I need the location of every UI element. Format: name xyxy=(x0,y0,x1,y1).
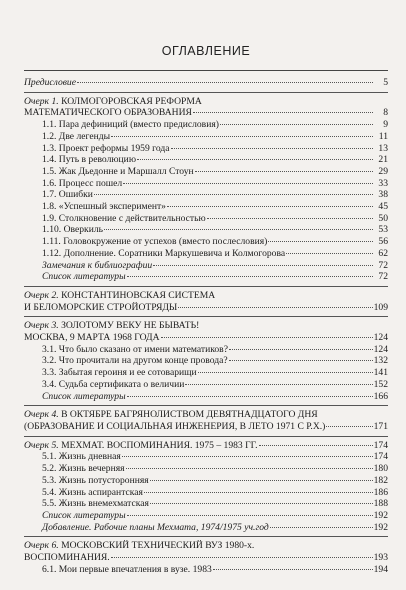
section-title-cont: ВОСПОМИНАНИЯ. xyxy=(24,552,110,564)
leader-dots xyxy=(144,492,373,493)
toc-item[interactable] xyxy=(24,355,388,367)
toc-item-page: 13 xyxy=(378,142,388,154)
leader-dots xyxy=(127,396,373,397)
toc-item-label: 3.4. Судьба сертификата о величии xyxy=(42,378,185,390)
section-heading-line[interactable] xyxy=(24,332,388,344)
toc-item-label: 1.2. Две легенды xyxy=(42,130,111,142)
toc-item-label: 6.1. Мои первые впечатления в вузе. 1983 xyxy=(42,563,212,575)
toc-item-page: 62 xyxy=(378,247,388,259)
toc-item[interactable] xyxy=(24,189,388,201)
section-prefix: Очерк 1. xyxy=(24,95,59,107)
leader-dots xyxy=(178,307,372,308)
leader-dots xyxy=(126,468,373,469)
section-title: КОЛМОГОРОВСКАЯ РЕФОРМА xyxy=(61,95,202,107)
toc-item[interactable] xyxy=(24,451,388,463)
toc-item-page: 174 xyxy=(373,451,388,463)
toc-extra-label: Список литературы xyxy=(42,390,126,402)
toc-item-page: 141 xyxy=(373,367,388,379)
section-page: 109 xyxy=(373,301,388,313)
section-title-cont: И БЕЛОМОРСКИЕ СТРОЙОТРЯДЫ xyxy=(24,301,178,313)
toc-sections xyxy=(24,96,388,576)
toc-row-preface[interactable] xyxy=(24,77,388,89)
toc-item-label: 1.10. Оверкиль xyxy=(42,224,104,236)
section-title: ЗОЛОТОМУ ВЕКУ НЕ БЫВАТЬ! xyxy=(61,320,200,332)
toc-item-page: 45 xyxy=(378,201,388,213)
toc-item-page: 182 xyxy=(373,474,388,486)
section-prefix: Очерк 6. xyxy=(24,540,59,552)
toc-item[interactable] xyxy=(24,463,388,475)
leader-dots xyxy=(185,384,372,385)
toc-item-label: 1.6. Процесс пошел xyxy=(42,177,123,189)
toc-extra-page: 192 xyxy=(373,509,388,521)
toc-section xyxy=(24,290,388,313)
toc-item-label: 1.12. Дополнение. Соратники Маркушевича и Колмогорова xyxy=(42,247,286,259)
leader-dots xyxy=(127,276,373,277)
section-heading-line[interactable] xyxy=(24,552,388,564)
toc-section xyxy=(24,440,388,534)
toc-item[interactable] xyxy=(24,498,388,510)
section-page: 8 xyxy=(383,107,388,119)
toc-item[interactable] xyxy=(24,131,388,143)
leader-dots xyxy=(150,503,373,504)
toc-item-label: 3.2. Что прочитали на другом конце провода? xyxy=(42,355,228,367)
leader-dots xyxy=(94,194,373,195)
toc-extra-page: 72 xyxy=(378,271,388,283)
toc-item-label: 3.3. Забытая героиня и ее сотоварищи xyxy=(42,367,197,379)
section-heading-line[interactable] xyxy=(24,290,388,302)
toc-extra[interactable] xyxy=(24,510,388,522)
toc-item-page: 186 xyxy=(373,486,388,498)
toc-item-page: 132 xyxy=(373,355,388,367)
section-page: 193 xyxy=(373,552,388,564)
leader-dots xyxy=(193,112,373,113)
toc-item-label: 1.8. «Успешный эксперимент» xyxy=(42,201,166,213)
toc-extra-label: Замечания к библиографии xyxy=(42,259,153,271)
toc-item-page: 188 xyxy=(373,498,388,510)
leader-dots xyxy=(259,445,373,446)
leader-dots xyxy=(198,372,373,373)
toc-item[interactable] xyxy=(24,178,388,190)
leader-dots xyxy=(220,124,373,125)
section-title: В ОКТЯБРЕ БАГРЯНОЛИСТВОМ ДЕВЯТНАДЦАТОГО ДНЯ xyxy=(61,409,318,421)
toc-extra[interactable] xyxy=(24,260,388,272)
leader-dots xyxy=(268,241,373,242)
toc-item-page: 124 xyxy=(373,343,388,355)
section-divider xyxy=(24,286,388,287)
toc-item[interactable] xyxy=(24,201,388,213)
section-title-cont: МАТЕМАТИЧЕСКОГО ОБРАЗОВАНИЯ xyxy=(24,107,192,119)
toc-item-page: 50 xyxy=(378,212,388,224)
toc-item[interactable] xyxy=(24,487,388,499)
leader-dots xyxy=(229,360,373,361)
toc-item[interactable] xyxy=(24,154,388,166)
leader-dots xyxy=(195,171,373,172)
toc-section xyxy=(24,320,388,402)
toc-extra-label: Список литературы xyxy=(42,509,126,521)
leader-dots xyxy=(171,148,373,149)
section-heading-line[interactable] xyxy=(24,107,388,119)
toc-item[interactable] xyxy=(24,367,388,379)
toc-item-page: 33 xyxy=(378,177,388,189)
toc-item-page: 180 xyxy=(373,463,388,475)
toc-item-label: 1.9. Столкновение с действительностью xyxy=(42,212,206,224)
leader-dots xyxy=(111,557,373,558)
toc-item[interactable] xyxy=(24,166,388,178)
toc-item-page: 53 xyxy=(378,224,388,236)
toc-item-page: 56 xyxy=(378,236,388,248)
toc-item-page: 194 xyxy=(373,563,388,575)
toc-extra-page: 166 xyxy=(373,390,388,402)
leader-dots xyxy=(213,569,373,570)
toc-item-label: 5.1. Жизнь дневная xyxy=(42,451,121,463)
section-divider xyxy=(24,405,388,406)
section-title-cont: МОСКВА, 9 МАРТА 1968 ГОДА xyxy=(24,332,160,344)
leader-dots xyxy=(150,480,373,481)
toc-item[interactable] xyxy=(24,213,388,225)
toc-section xyxy=(24,96,388,283)
toc-item-label: 1.7. Ошибки xyxy=(42,189,93,201)
toc-item-label: 3.1. Что было сказано от имени математиков? xyxy=(42,343,228,355)
leader-dots xyxy=(167,206,373,207)
toc-item-page: 9 xyxy=(383,119,388,131)
toc-extra[interactable] xyxy=(24,522,388,534)
leader-dots xyxy=(161,337,373,338)
toc-extra[interactable] xyxy=(24,391,388,403)
toc-extra-page: 72 xyxy=(378,259,388,271)
leader-dots xyxy=(122,456,373,457)
preface-label: Предисловие xyxy=(24,77,76,88)
leader-dots xyxy=(127,515,373,516)
leader-dots xyxy=(77,82,373,83)
section-divider xyxy=(24,536,388,537)
section-heading-line[interactable] xyxy=(24,409,388,421)
leader-dots xyxy=(111,136,373,137)
leader-dots xyxy=(270,527,373,528)
toc-item[interactable] xyxy=(24,119,388,131)
toc-item-label: 5.5. Жизнь внемехматская xyxy=(42,498,149,510)
section-divider xyxy=(24,92,388,93)
toc-item-page: 11 xyxy=(378,130,388,142)
toc-item[interactable] xyxy=(24,143,388,155)
toc-item-page: 38 xyxy=(378,189,388,201)
toc-item-label: 1.5. Жак Дьедонне и Маршалл Стоун xyxy=(42,165,194,177)
toc-item-page: 152 xyxy=(373,378,388,390)
section-heading-line[interactable] xyxy=(24,302,388,314)
toc-item[interactable] xyxy=(24,475,388,487)
section-title: КОНСТАНТИНОВСКАЯ СИСТЕМА xyxy=(61,289,216,301)
section-page: 174 xyxy=(373,439,388,451)
toc-extra-label: Список литературы xyxy=(42,271,126,283)
leader-dots xyxy=(286,253,373,254)
section-heading-line[interactable] xyxy=(24,320,388,332)
toc-item-label: 1.3. Проект реформы 1959 года xyxy=(42,142,170,154)
section-divider xyxy=(24,436,388,437)
section-heading-line[interactable] xyxy=(24,440,388,452)
leader-dots xyxy=(123,183,373,184)
toc-item[interactable] xyxy=(24,236,388,248)
section-title-cont: (ОБРАЗОВАНИЕ И СОЦИАЛЬНАЯ ИНЖЕНЕРИЯ, В ЛЕТО 1971 С Р.Х.) xyxy=(24,420,326,432)
section-heading-line[interactable] xyxy=(24,96,388,108)
toc-item-page: 21 xyxy=(378,154,388,166)
toc-section xyxy=(24,409,388,432)
section-title: МОСКОВСКИЙ ТЕХНИЧЕСКИЙ ВУЗ 1980-х. xyxy=(61,540,255,552)
section-prefix: Очерк 2. xyxy=(24,289,59,301)
toc-extra[interactable] xyxy=(24,271,388,283)
toc-extra-page: 192 xyxy=(373,521,388,533)
section-heading-line[interactable] xyxy=(24,540,388,552)
section-heading-line[interactable] xyxy=(24,421,388,433)
toc-item[interactable] xyxy=(24,224,388,236)
toc-extra-label: Добавление. Рабочие планы Мехмата, 1974/1975 уч.год xyxy=(42,521,269,533)
toc-item[interactable] xyxy=(24,379,388,391)
leader-dots xyxy=(207,218,373,219)
leader-dots xyxy=(326,426,372,427)
toc-title: ОГЛАВЛЕНИЕ xyxy=(161,44,251,58)
leader-dots xyxy=(153,265,373,266)
toc-item-label: 5.2. Жизнь вечерняя xyxy=(42,463,125,475)
preface-page: 5 xyxy=(383,77,388,88)
toc-item[interactable] xyxy=(24,344,388,356)
section-prefix: Очерк 4. xyxy=(24,409,59,421)
section-title: МЕХМАТ. ВОСПОМИНАНИЯ. 1975 – 1983 ГГ. xyxy=(61,439,258,451)
toc-page xyxy=(24,12,388,575)
toc-item-label: 1.4. Путь в революцию xyxy=(42,154,136,166)
toc-item-label: 1.11. Головокружение от успехов (вместо послесловия) xyxy=(42,236,268,248)
leader-dots xyxy=(137,159,373,160)
toc-item[interactable] xyxy=(24,564,388,576)
section-prefix: Очерк 5. xyxy=(24,439,59,451)
toc-item-label: 5.4. Жизнь аспирантская xyxy=(42,486,143,498)
section-prefix: Очерк 3. xyxy=(24,320,59,332)
toc-item-label: 5.3. Жизнь потусторонняя xyxy=(42,474,149,486)
title-rule xyxy=(24,70,388,71)
toc-item-label: 1.1. Пара дефиниций (вместо предисловия) xyxy=(42,119,219,131)
toc-item-page: 29 xyxy=(378,165,388,177)
leader-dots xyxy=(104,229,373,230)
section-page: 124 xyxy=(373,332,388,344)
section-page: 171 xyxy=(373,420,388,432)
leader-dots xyxy=(229,349,373,350)
section-divider xyxy=(24,316,388,317)
toc-section xyxy=(24,540,388,575)
toc-item[interactable] xyxy=(24,248,388,260)
